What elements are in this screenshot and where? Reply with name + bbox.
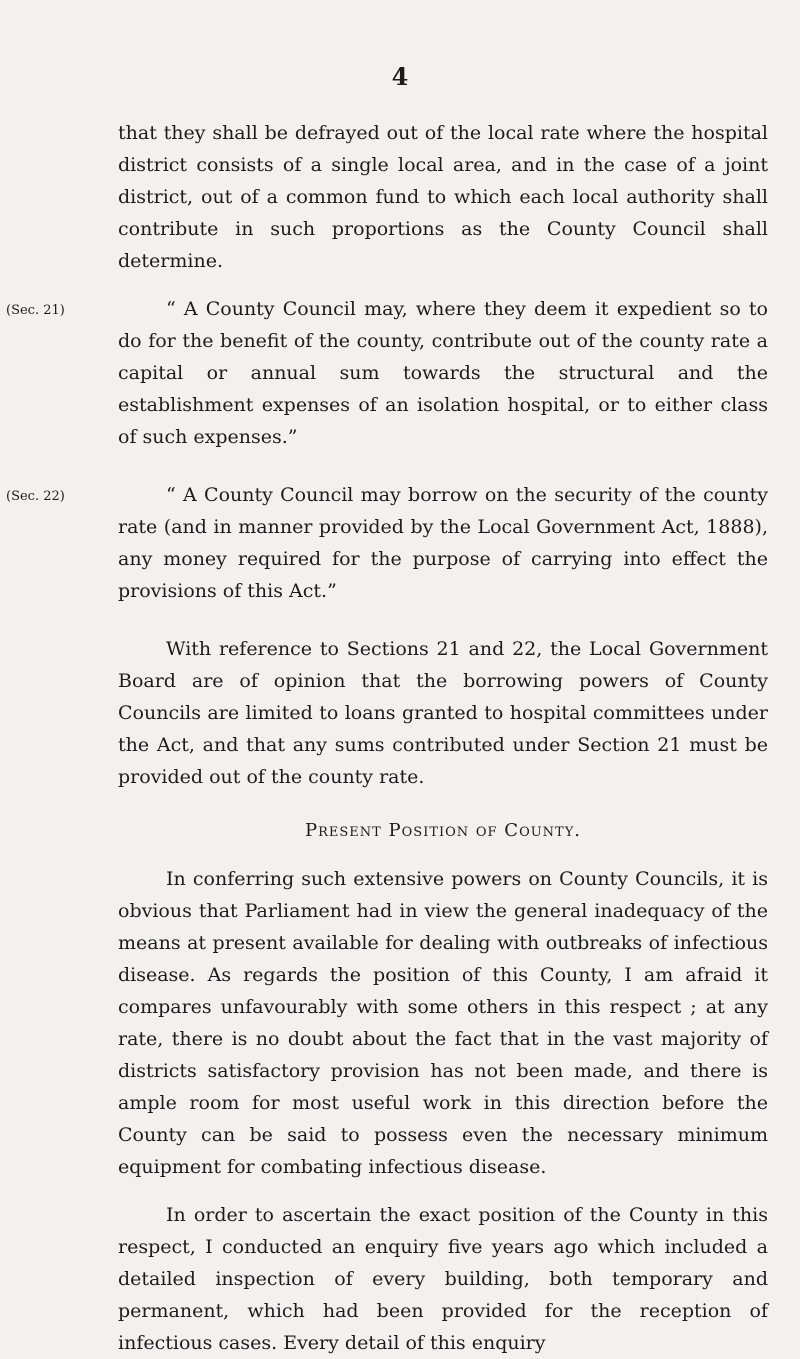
page-body	[6, 117, 768, 1359]
paragraph-sec-21	[6, 293, 768, 453]
paragraph-enquiry: In order to ascertain the exact position of the County in this respect, I conducted an enquiry five years ago which included a detailed inspection of every building, both temporary and permanent, which had been provided for the reception of infectious cases. Every detail of this enquiry	[118, 1204, 768, 1354]
page-number: 4	[391, 62, 409, 91]
paragraph-sec-22-text: “ A County Council may borrow on the security of the county rate (and in manner provided by the Local Government Act, 1888), any money required for the purpose of carrying into effect the provisions of this Act.”	[118, 484, 768, 602]
section-heading: Present Position of County.	[304, 820, 582, 841]
paragraph-sec-21-text: “ A County Council may, where they deem it expedient so to do for the benefit of the county, contribute out of the county rate a capital or annual sum towards the structural and the establishment expenses of an isolation hospital, or to either class of such expenses.”	[118, 298, 768, 448]
margin-note-sec-22: (Sec. 22)	[6, 489, 65, 504]
paragraph-sec-22	[6, 479, 768, 607]
paragraph-continuation: that they shall be defrayed out of the local rate where the hospital district consists of a single local area, and in the case of a joint district, out of a common fund to which each local authority shall contribute in such proportions as the County Council shall determine.	[118, 122, 768, 272]
paragraph-conferring-powers: In conferring such extensive powers on County Councils, it is obvious that Parliament had in view the general inadequacy of the means at present available for dealing with outbreaks of infectious disease. As regards the position of this County, I am afraid it compares unfavourably with some others in this respect ; at any rate, there is no doubt about the fact that in the vast majority of districts satisfactory provision has not been made, and there is ample room for most useful work in this direction before the County can be said to possess even the necessary minimum equipment for combating infectious disease.	[118, 868, 768, 1178]
paragraph-local-government-board: With reference to Sections 21 and 22, the Local Government Board are of opinion that the borrowing powers of County Councils are limited to loans granted to hospital committees under the Act, and that any sums contributed under Section 21 must be provided out of the county rate.	[118, 638, 768, 788]
margin-note-sec-21: (Sec. 21)	[6, 303, 65, 318]
